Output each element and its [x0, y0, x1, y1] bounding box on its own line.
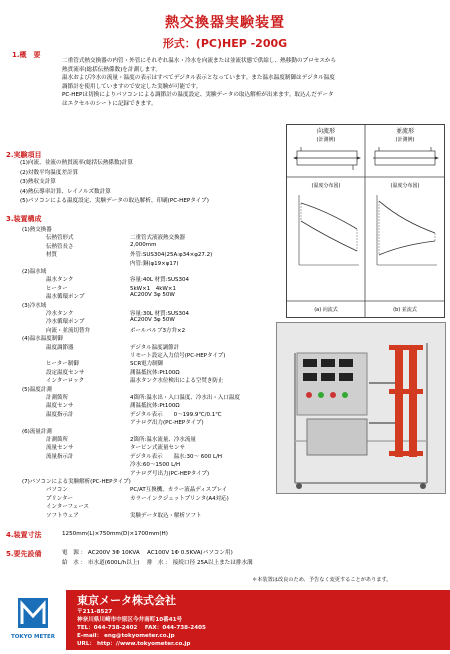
company-address: 神奈川県川崎市中原区今井南町10番41号: [77, 617, 183, 623]
config-item-label: 温水循環ポンプ: [46, 294, 85, 301]
right-sub: (計測例): [395, 137, 415, 143]
config-group-label: (7)パソコンによる実験解析(PC-HEPタイプ): [22, 479, 131, 485]
config-item-label: 伝熱管長さ: [46, 243, 74, 250]
section-overview-heading: 1.概 要: [12, 51, 41, 59]
config-item-value: デジタル表示 温水:30〜 600 L/H: [130, 453, 223, 460]
company-tel-fax: TEL：044-738-2402 FAX：044-738-2405: [77, 625, 206, 631]
config-item-value: タービン式流量センサ: [130, 445, 186, 452]
config-item-label: 計測箇所: [46, 437, 69, 443]
overview-line: 調節計を使用していますので安定した実験が可能です。: [62, 83, 202, 90]
equipment-photo: [276, 322, 446, 494]
config-item-label: ソフトウェア: [46, 512, 79, 519]
config-item-value: デジタル温度調節計: [130, 344, 180, 351]
dims-text: 1250mm(L)×750mm(D)×1700mm(H): [62, 531, 168, 537]
config-group-label: (1)熱交換器: [22, 227, 52, 233]
section-utilities-heading: 5.要先設備: [6, 550, 42, 558]
company-logo: [0, 590, 66, 650]
config-item-value: 2箇所:温水流量、冷水流量: [130, 437, 196, 443]
list-item: (4)熱伝導率計算、レイノルズ数計算: [20, 188, 111, 195]
config-item-value: ボールバルブ3方弁×2: [130, 327, 186, 334]
right-mid-label: (温度分布図): [390, 183, 420, 189]
list-item: (3)熱収支計算: [20, 179, 56, 185]
left-sub: (計測例): [316, 137, 336, 143]
config-item-value: 4箇所:温水出・入口温度、冷水出・入口温度: [130, 395, 240, 401]
diagram-svg: [287, 125, 444, 317]
config-item-label: 設定温度センサ: [46, 369, 85, 376]
company-zip: 〒211-8527: [77, 609, 113, 615]
equipment-illustration: [277, 323, 445, 493]
list-item: (1)向流、並流の熱貫流率(総括伝熱係数)計算: [20, 160, 133, 166]
config-item-value: 5kW×1 4kW×1: [130, 285, 176, 292]
config-item-value: 外管:SUS304(25A:φ34×φ27.2): [130, 252, 213, 259]
company-email: E-mail： eng@tokyometer.co.jp: [77, 633, 175, 639]
config-item-value: 容量:30L 材質:SUS304: [130, 311, 190, 317]
config-item-label: パソコン: [46, 487, 68, 494]
config-item-value: AC200V 3φ 50W: [130, 292, 175, 299]
config-item-value: 測温抵抗体:Pt100Ω: [130, 403, 180, 410]
right-caption: (b) 並流式: [393, 307, 417, 313]
config-item-value: アナログ出力(PC-HEPタイプ): [130, 420, 204, 427]
section-dims-heading: 4.装置寸法: [6, 531, 42, 539]
config-group-label: (2)温水域: [22, 269, 47, 275]
list-item: (5)パソコンによる温度設定、実験データの取込解析、印刷(PC-HEPタイプ): [20, 198, 209, 204]
section-items-heading: 2.実験項目: [6, 151, 42, 159]
config-group-label: (3)冷水域: [22, 302, 47, 309]
config-item-value: 内管:銅(φ19×φ17): [130, 260, 179, 267]
items-list: [20, 159, 209, 207]
config-item-label: 向流・並流切替弁: [46, 327, 91, 334]
config-item-value: カラーインクジェットプリンタ(A4対応): [130, 495, 229, 502]
utilities-water: 給 水 ： 市水道(600L/h以上) 排 水 ： 接続口径 25A以上または排水溝: [62, 560, 253, 566]
config-item-label: ヒーター: [46, 285, 68, 292]
section-config-heading: 3.装置構成: [6, 215, 42, 223]
config-item-label: 冷水循環ポンプ: [46, 319, 85, 326]
config-item-value: AC200V 3φ 50W: [130, 317, 175, 324]
overview-line: PC-HEPは切換によりパソコンによる調節計の温度設定、実験データの取込解析が出来ます。取込んだデータ: [62, 92, 334, 99]
config-group-label: (4)温水温度制御: [22, 336, 63, 343]
config-item-label: 温度調節器: [46, 344, 74, 351]
config-item-value: 冷水:60〜1500 L/H: [130, 462, 181, 469]
config-group-label: (6)流量計測: [22, 428, 52, 435]
overview-line: 温水および冷水の流量・温度の表示はすべてデジタル表示となっています。また温水温度制御はデジタル温度: [62, 75, 335, 82]
left-title: 向流形: [316, 128, 336, 135]
logo-mark-icon: [0, 590, 66, 650]
left-mid-label: (温度分布図): [311, 183, 341, 189]
config-item-value: PC/AT互換機、カラー液晶ディスプレイ: [130, 487, 228, 494]
overview-line: 熱貫流率(総括伝熱係数)を計測します。: [62, 66, 162, 73]
company-name: 東京メータ株式会社: [77, 594, 176, 607]
list-item: (2)対数平均温度差計算: [20, 169, 79, 176]
left-caption: (a) 向流式: [314, 307, 338, 313]
config-item-value: 容量:40L 材質:SUS304: [130, 277, 190, 284]
company-url[interactable]: URL： http：//www.tokyometer.co.jp: [77, 641, 191, 647]
config-item-value: SCR電力制御: [130, 361, 164, 368]
config-item-label: プリンター: [46, 495, 74, 502]
flow-diagram: [286, 124, 445, 318]
config-item-label: 材質: [46, 252, 58, 259]
config-item-label: 計測箇所: [46, 395, 69, 401]
config-item-label: 流量センサ: [46, 445, 74, 452]
config-item-value: 測温抵抗体:Pt100Ω: [130, 369, 180, 376]
config-item-label: インターロック: [46, 378, 85, 385]
overview-line: はエクセルのシートに記録できます。: [62, 100, 157, 107]
config-item-label: 流量指示計: [46, 453, 74, 460]
config-item-value: 二重管式液液熱交換器: [130, 235, 186, 242]
overview-line: 二重管式熱交換器の内管・外管にそれぞれ温水・冷水を向流または並流状態で供給し、熱移動のプロセスから: [62, 58, 337, 64]
model-subtitle: 形式：(PC)HEP -200G: [162, 37, 288, 50]
config-group-label: (5)温度計測: [22, 386, 52, 393]
logo-text: TOKYO METER: [10, 634, 56, 640]
config-item-value: デジタル表示 0〜199.9℃/0.1℃: [130, 411, 222, 418]
config-item-value: 2,000mm: [130, 241, 157, 248]
company-footer: [0, 590, 450, 650]
config-item-value: リモート設定入力信号(PC-HEPタイプ): [130, 353, 226, 359]
config-item-value: 温水タンク水位検出による空焚き防止: [130, 378, 224, 385]
utilities-power: 電 源 ： AC200V 3Φ 10KVA AC100V 1Φ 0.5KVA(パソコン用): [62, 550, 233, 556]
config-item-label: 温度センサ: [46, 403, 74, 410]
water-tank: [307, 419, 367, 455]
disclaimer-note: ＊本装置は改良のため、予告なく変更することがあります。: [252, 577, 392, 583]
right-title: 並流形: [395, 128, 415, 135]
config-item-label: ヒーター制御: [46, 361, 79, 368]
config-item-value: アナログ号出力(PC-HEPタイプ): [130, 470, 210, 477]
config-item-label: インターフェース: [46, 504, 89, 511]
config-item-label: 温度指示計: [46, 411, 74, 418]
config-item-label: 伝熱管形式: [46, 235, 74, 242]
config-item-value: 実験データ取込・解析ソフト: [130, 512, 202, 519]
page-title: 熱交換器実験装置: [165, 15, 285, 31]
overview-text: [62, 57, 336, 109]
config-item-label: 温水タンク: [46, 277, 74, 284]
config-item-label: 冷水タンク: [46, 311, 74, 317]
